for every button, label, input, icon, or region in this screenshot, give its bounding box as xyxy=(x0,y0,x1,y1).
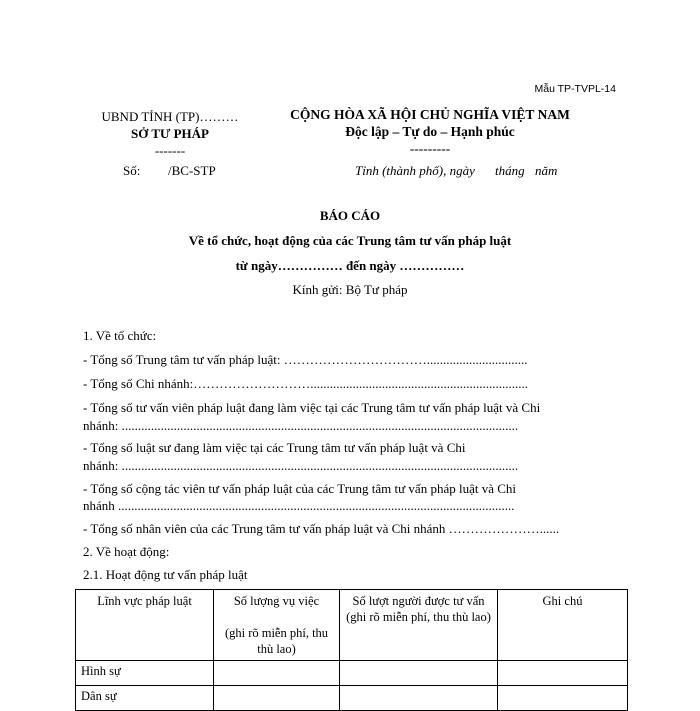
so-label: Số: xyxy=(123,163,141,178)
body-line: - Tổng số tư vấn viên pháp luật đang làm việc tại các Trung tâm tư vấn pháp luật và Chi xyxy=(83,400,541,415)
country-name: CỘNG HÒA XÃ HỘI CHỦ NGHĨA VIỆT NAM xyxy=(290,107,570,122)
table-cell xyxy=(214,661,340,686)
agency-line: UBND TỈNH (TP)……… xyxy=(101,109,239,124)
col-header xyxy=(340,590,498,661)
body-line: nhánh: .......................................................................................................................... xyxy=(83,458,519,473)
report-subtitle: Về tổ chức, hoạt động của các Trung tâm tư vấn pháp luật xyxy=(188,233,512,248)
department-name: SỞ TƯ PHÁP xyxy=(130,126,209,141)
report-title: BÁO CÁO xyxy=(319,208,381,223)
legal-advice-table xyxy=(75,589,628,711)
col-header-label: Ghi chú xyxy=(542,594,583,608)
col-header-label: Số lượt người được tư vấn (ghi rõ miễn phí, thu thù lao) xyxy=(346,594,491,624)
table-cell xyxy=(340,686,498,711)
table-row xyxy=(76,686,628,711)
header-left xyxy=(85,108,255,159)
motto: Độc lập – Tự do – Hạnh phúc xyxy=(345,124,515,139)
date-prefix: Tỉnh (thành phố), ngày xyxy=(355,163,475,178)
body-line: nhánh: .......................................................................................................................... xyxy=(83,418,519,433)
report-period: từ ngày…………… đến ngày …………… xyxy=(235,258,465,273)
document-number xyxy=(123,163,216,179)
table-row xyxy=(76,661,628,686)
recipient: Kính gửi: Bộ Tư pháp xyxy=(292,282,408,297)
table-cell: Hình sự xyxy=(76,661,214,686)
table-cell xyxy=(214,686,340,711)
date-line xyxy=(355,163,557,179)
section-activities: 2. Về hoạt động: xyxy=(83,544,170,559)
date-year: năm xyxy=(535,163,558,178)
table-cell xyxy=(498,686,628,711)
body-line: - Tổng số luật sư đang làm việc tại các Trung tâm tư vấn pháp luật và Chi xyxy=(83,440,466,455)
table-cell xyxy=(498,661,628,686)
body-line: nhánh .......................................................................................................................... xyxy=(83,498,515,513)
table-header-row xyxy=(76,590,628,661)
form-code: Mẫu TP-TVPL-14 xyxy=(534,83,616,95)
col-header-label: Lĩnh vực pháp luật xyxy=(97,594,192,608)
table-cell xyxy=(340,661,498,686)
body-line: - Tổng số nhân viên của các Trung tâm tư vấn pháp luật và Chi nhánh …………………...... xyxy=(83,521,560,536)
header-left-divider: ------- xyxy=(154,143,186,158)
col-header xyxy=(498,590,628,661)
col-header xyxy=(214,590,340,661)
national-header xyxy=(270,106,590,157)
col-header xyxy=(76,590,214,661)
date-month: tháng xyxy=(495,163,525,178)
section-organization: 1. Về tổ chức: xyxy=(83,328,157,343)
col-header-label: Số lượng vụ việc (ghi rõ miễn phí, thu thù lao) xyxy=(224,594,329,656)
body-line: - Tổng số Chi nhánh:………………………................................................................... xyxy=(83,376,529,391)
header-right-divider: --------- xyxy=(409,141,451,156)
body-line: - Tổng số cộng tác viên tư vấn pháp luật của các Trung tâm tư vấn pháp luật và Chi xyxy=(83,481,517,496)
body-line: - Tổng số Trung tâm tư vấn pháp luật: ……………………………............................... xyxy=(83,352,528,367)
subsection-legal-advice: 2.1. Hoạt động tư vấn pháp luật xyxy=(83,567,248,582)
table-cell: Dân sự xyxy=(76,686,214,711)
so-value: /BC-STP xyxy=(168,163,216,178)
